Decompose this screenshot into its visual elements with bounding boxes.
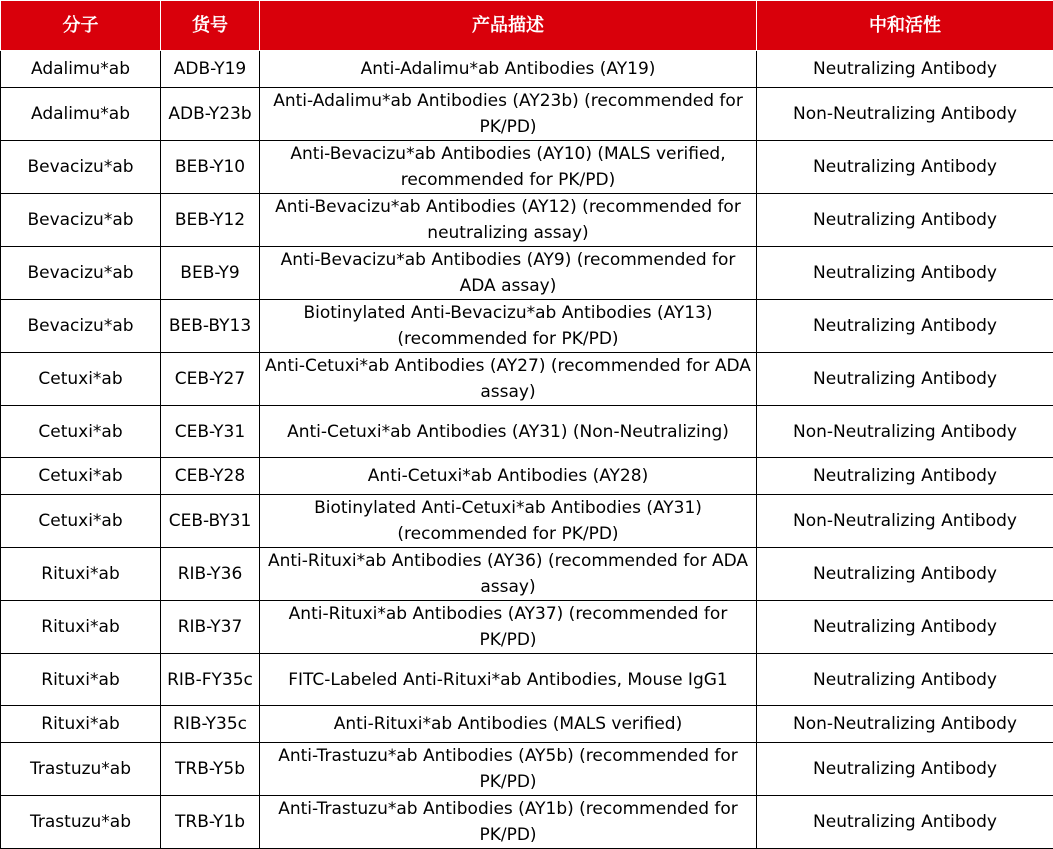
table-row — [1, 353, 1053, 406]
description-cell: Anti-Cetuxi*ab Antibodies (AY27) (recommended for ADA assay) — [260, 353, 757, 406]
table-row — [1, 247, 1053, 300]
table-row — [1, 141, 1053, 194]
molecule-cell: Bevacizu*ab — [1, 247, 161, 300]
table-row — [1, 51, 1053, 88]
activity-cell: Neutralizing Antibody — [757, 51, 1053, 88]
description-cell: Anti-Bevacizu*ab Antibodies (AY10) (MALS verified, recommended for PK/PD) — [260, 141, 757, 194]
table-row — [1, 406, 1053, 458]
activity-cell: Neutralizing Antibody — [757, 458, 1053, 495]
activity-cell: Neutralizing Antibody — [757, 548, 1053, 601]
description-cell: Anti-Rituxi*ab Antibodies (AY37) (recommended for PK/PD) — [260, 601, 757, 654]
molecule-cell: Rituxi*ab — [1, 548, 161, 601]
molecule-cell: Cetuxi*ab — [1, 495, 161, 548]
activity-cell: Neutralizing Antibody — [757, 300, 1053, 353]
sku-cell: RIB-Y37 — [161, 601, 260, 654]
activity-cell: Non-Neutralizing Antibody — [757, 706, 1053, 743]
table-row — [1, 194, 1053, 247]
header-activity: 中和活性 — [757, 1, 1053, 51]
activity-cell: Neutralizing Antibody — [757, 743, 1053, 796]
table-row — [1, 654, 1053, 706]
sku-cell: TRB-Y5b — [161, 743, 260, 796]
header-row — [1, 1, 1053, 51]
description-cell: Anti-Trastuzu*ab Antibodies (AY1b) (recommended for PK/PD) — [260, 796, 757, 849]
sku-cell: BEB-Y12 — [161, 194, 260, 247]
molecule-cell: Rituxi*ab — [1, 654, 161, 706]
sku-cell: CEB-Y28 — [161, 458, 260, 495]
sku-cell: BEB-BY13 — [161, 300, 260, 353]
table-row — [1, 458, 1053, 495]
molecule-cell: Rituxi*ab — [1, 706, 161, 743]
description-cell: Anti-Trastuzu*ab Antibodies (AY5b) (recommended for PK/PD) — [260, 743, 757, 796]
molecule-cell: Rituxi*ab — [1, 601, 161, 654]
molecule-cell: Cetuxi*ab — [1, 406, 161, 458]
activity-cell: Non-Neutralizing Antibody — [757, 406, 1053, 458]
table-row — [1, 548, 1053, 601]
activity-cell: Neutralizing Antibody — [757, 194, 1053, 247]
description-cell: Anti-Adalimu*ab Antibodies (AY19) — [260, 51, 757, 88]
sku-cell: RIB-FY35c — [161, 654, 260, 706]
table-row — [1, 88, 1053, 141]
molecule-cell: Bevacizu*ab — [1, 194, 161, 247]
description-cell: Anti-Bevacizu*ab Antibodies (AY12) (recommended for neutralizing assay) — [260, 194, 757, 247]
header-molecule: 分子 — [1, 1, 161, 51]
sku-cell: RIB-Y35c — [161, 706, 260, 743]
sku-cell: ADB-Y23b — [161, 88, 260, 141]
table-row — [1, 300, 1053, 353]
molecule-cell: Adalimu*ab — [1, 51, 161, 88]
description-cell: Anti-Cetuxi*ab Antibodies (AY28) — [260, 458, 757, 495]
molecule-cell: Trastuzu*ab — [1, 743, 161, 796]
description-cell: Biotinylated Anti-Bevacizu*ab Antibodies (AY13) (recommended for PK/PD) — [260, 300, 757, 353]
activity-cell: Neutralizing Antibody — [757, 353, 1053, 406]
activity-cell: Neutralizing Antibody — [757, 247, 1053, 300]
sku-cell: BEB-Y10 — [161, 141, 260, 194]
activity-cell: Neutralizing Antibody — [757, 141, 1053, 194]
sku-cell: CEB-BY31 — [161, 495, 260, 548]
activity-cell: Non-Neutralizing Antibody — [757, 88, 1053, 141]
description-cell: Anti-Rituxi*ab Antibodies (AY36) (recommended for ADA assay) — [260, 548, 757, 601]
description-cell: FITC-Labeled Anti-Rituxi*ab Antibodies, Mouse IgG1 — [260, 654, 757, 706]
activity-cell: Neutralizing Antibody — [757, 654, 1053, 706]
description-cell: Anti-Bevacizu*ab Antibodies (AY9) (recommended for ADA assay) — [260, 247, 757, 300]
description-cell: Anti-Rituxi*ab Antibodies (MALS verified) — [260, 706, 757, 743]
molecule-cell: Adalimu*ab — [1, 88, 161, 141]
description-cell: Biotinylated Anti-Cetuxi*ab Antibodies (AY31) (recommended for PK/PD) — [260, 495, 757, 548]
sku-cell: BEB-Y9 — [161, 247, 260, 300]
activity-cell: Neutralizing Antibody — [757, 601, 1053, 654]
sku-cell: TRB-Y1b — [161, 796, 260, 849]
table-row — [1, 743, 1053, 796]
molecule-cell: Cetuxi*ab — [1, 353, 161, 406]
sku-cell: RIB-Y36 — [161, 548, 260, 601]
header-sku: 货号 — [161, 1, 260, 51]
table-row — [1, 495, 1053, 548]
table-row — [1, 601, 1053, 654]
header-description: 产品描述 — [260, 1, 757, 51]
description-cell: Anti-Adalimu*ab Antibodies (AY23b) (recommended for PK/PD) — [260, 88, 757, 141]
sku-cell: CEB-Y31 — [161, 406, 260, 458]
table-row — [1, 796, 1053, 849]
description-cell: Anti-Cetuxi*ab Antibodies (AY31) (Non-Neutralizing) — [260, 406, 757, 458]
table-row — [1, 706, 1053, 743]
molecule-cell: Bevacizu*ab — [1, 141, 161, 194]
molecule-cell: Bevacizu*ab — [1, 300, 161, 353]
sku-cell: CEB-Y27 — [161, 353, 260, 406]
molecule-cell: Trastuzu*ab — [1, 796, 161, 849]
activity-cell: Non-Neutralizing Antibody — [757, 495, 1053, 548]
sku-cell: ADB-Y19 — [161, 51, 260, 88]
molecule-cell: Cetuxi*ab — [1, 458, 161, 495]
activity-cell: Neutralizing Antibody — [757, 796, 1053, 849]
